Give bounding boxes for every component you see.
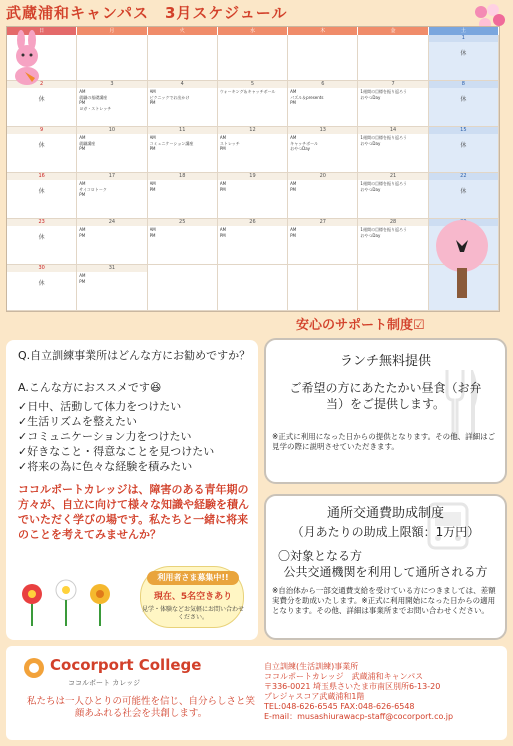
day-number: 30 xyxy=(7,265,76,272)
schedule-entry: PM xyxy=(79,100,86,105)
day-number: 25 xyxy=(148,219,217,226)
list-item: ✓コミュニケーション力をつけたい xyxy=(18,430,192,443)
schedule-calendar xyxy=(6,26,500,312)
recruit-badge xyxy=(140,566,244,628)
schedule-entry: AM xyxy=(79,273,86,278)
list-item: ✓生活リズムを整えたい xyxy=(18,415,137,428)
schedule-entry: PM xyxy=(219,146,226,151)
calendar-day-cell xyxy=(148,219,218,265)
schedule-entry: 1週間の目標を振り返ろう xyxy=(360,181,407,186)
lunch-title: ランチ無料提供 xyxy=(339,354,431,369)
calendar-day-cell xyxy=(358,265,428,311)
schedule-entry: AM xyxy=(290,89,297,94)
calendar-day-cell xyxy=(218,35,288,81)
calendar-day-cell xyxy=(429,81,499,127)
day-number: 3 xyxy=(77,81,146,88)
slogan: 私たちは一人ひとりの可能性を信じ、自分らしさと笑顔あふれる社会を共創します。 xyxy=(26,696,255,719)
schedule-entry: AM xyxy=(149,89,156,94)
support-section-title: 安心のサポート制度☑ xyxy=(296,318,425,333)
transit-subtitle: （月あたりの助成上限額：1万円） xyxy=(291,525,480,539)
schedule-entry: サイコロトーク xyxy=(79,186,107,192)
calendar-day-cell xyxy=(77,173,147,219)
closed-label: 休 xyxy=(38,280,45,287)
day-number: 17 xyxy=(77,173,146,180)
day-number: 27 xyxy=(288,219,357,226)
schedule-entry: ウォーキング＆キャッチボール xyxy=(219,89,276,94)
day-number: 11 xyxy=(148,127,217,134)
schedule-entry: AM xyxy=(149,135,156,140)
list-item: ✓好きなこと・得意なことを見つけたい xyxy=(18,445,215,458)
schedule-entry: パズル＆presents xyxy=(290,94,324,100)
day-number: 12 xyxy=(218,127,287,134)
day-number: 18 xyxy=(148,173,217,180)
calendar-day-cell xyxy=(7,173,77,219)
calendar-day-cell xyxy=(7,127,77,173)
flowers-icon xyxy=(18,576,118,632)
calendar-day-cell xyxy=(77,35,147,81)
calendar-day-cell xyxy=(358,219,428,265)
schedule-entry: AM xyxy=(149,181,156,186)
transit-panel xyxy=(264,494,507,640)
day-number: 26 xyxy=(218,219,287,226)
page-title: 武蔵浦和キャンパス 3月スケジュール xyxy=(6,4,288,22)
weekday-header: 日 xyxy=(7,27,77,35)
day-number: 1 xyxy=(429,35,498,42)
contact-line: 自立訓練(生活訓練)事業所 xyxy=(264,662,359,671)
calendar-day-cell xyxy=(7,265,77,311)
closed-label: 休 xyxy=(460,96,467,103)
schedule-entry: PM xyxy=(149,186,156,192)
footer xyxy=(6,646,507,740)
contact-line: 〒336-0021 埼玉県さいたま市南区別所6-13-20 xyxy=(264,682,441,691)
schedule-entry: PM xyxy=(149,100,156,105)
list-item: ✓将来の為に色々な経験を積みたい xyxy=(18,460,193,473)
closed-label: 休 xyxy=(38,96,45,103)
day-number: 19 xyxy=(218,173,287,180)
schedule-entry: AM xyxy=(290,227,297,232)
schedule-entry: コミュニケーション講座 xyxy=(149,140,194,146)
schedule-entry: ヨガ・ストレッチ xyxy=(79,105,112,111)
calendar-day-cell xyxy=(429,35,499,81)
schedule-entry: AM xyxy=(219,181,227,186)
calendar-day-cell xyxy=(288,127,358,173)
day-number: 16 xyxy=(7,173,76,180)
schedule-entry: AM xyxy=(79,181,86,186)
schedule-entry: 1週間の目標を振り返ろう xyxy=(360,135,407,140)
transit-title: 通所交通費助成制度 xyxy=(326,506,444,521)
schedule-entry: PM xyxy=(79,278,86,284)
calendar-day-cell xyxy=(288,173,358,219)
recruit-banner: 利用者さま募集中!! xyxy=(157,573,229,582)
day-number: 20 xyxy=(288,173,357,180)
contact-line: プレジャスコア武蔵浦和1階 xyxy=(264,692,365,701)
transit-target: 公共交通機関を利用して通所される方 xyxy=(283,565,488,579)
calendar-day-cell xyxy=(218,127,288,173)
list-item: ✓日中、活動して体力をつけたい xyxy=(18,400,182,413)
day-number: 10 xyxy=(77,127,146,134)
calendar-day-cell xyxy=(218,173,288,219)
calendar-day-cell xyxy=(77,265,147,311)
closed-label: 休 xyxy=(460,188,467,195)
calendar-day-cell xyxy=(429,127,499,173)
schedule-entry: AM xyxy=(79,135,86,140)
calendar-day-cell xyxy=(288,81,358,127)
closed-label: 休 xyxy=(38,234,45,241)
recruit-note: 見学・体験などお気軽にお問い合わせください。 xyxy=(141,606,244,621)
calendar-day-cell xyxy=(358,81,428,127)
schedule-entry: AM xyxy=(79,227,86,232)
closed-label: 休 xyxy=(460,142,467,149)
weekday-header: 水 xyxy=(218,27,288,35)
day-number: 22 xyxy=(429,173,498,180)
lunch-panel xyxy=(264,338,507,484)
bunny-icon xyxy=(8,30,46,86)
calendar-day-cell xyxy=(358,35,428,81)
tree-icon xyxy=(434,216,490,302)
weekday-header: 金 xyxy=(358,27,428,35)
day-number: 15 xyxy=(429,127,498,134)
schedule-entry: PM xyxy=(149,146,156,151)
schedule-entry: おやつDay xyxy=(360,140,381,146)
calendar-day-cell xyxy=(148,35,218,81)
schedule-entry: 1週間の目標を振り返ろう xyxy=(360,89,407,94)
schedule-entry: PM xyxy=(79,232,86,238)
schedule-entry: PM xyxy=(290,186,297,192)
closed-label: 休 xyxy=(460,50,467,57)
schedule-entry: AM xyxy=(219,227,227,232)
calendar-day-cell xyxy=(148,127,218,173)
schedule-entry: AM xyxy=(79,89,86,94)
college-message: ココルポートカレッジは、障害のある青年期の方々が、自立に向けて様々な知識や経験を積んでいただく学びの場です。私たちと一緒に将来のことを考えてみませんか？ xyxy=(18,483,249,541)
lunch-note: ※正式に利用になった日からの提供となります。その他、詳細はご見学の際に説明させていただきます。 xyxy=(272,432,496,451)
schedule-entry: AM xyxy=(219,135,227,140)
qa-question: Q.自立訓練事業所はどんな方にお勧めですか？ xyxy=(18,349,251,362)
transit-target-label: 〇対象となる方 xyxy=(278,549,363,563)
day-number: 8 xyxy=(429,81,498,88)
day-number: 31 xyxy=(77,265,146,272)
schedule-entry: おやつDay xyxy=(360,186,381,192)
calendar-day-cell xyxy=(358,127,428,173)
day-number: 7 xyxy=(358,81,427,88)
calendar-day-cell xyxy=(358,173,428,219)
day-number: 14 xyxy=(358,127,427,134)
calendar-day-cell xyxy=(148,265,218,311)
day-number: 24 xyxy=(77,219,146,226)
schedule-entry: ストレッチ xyxy=(219,140,240,146)
schedule-entry: AM xyxy=(290,181,297,186)
schedule-entry: AM xyxy=(290,135,297,140)
logo: Cocorport College xyxy=(50,656,202,674)
weekday-header: 土 xyxy=(429,27,499,35)
schedule-entry: 1週間の目標を振り返ろう xyxy=(360,227,407,232)
calendar-day-cell xyxy=(218,265,288,311)
schedule-entry: PM xyxy=(79,192,86,197)
calendar-day-cell xyxy=(218,81,288,127)
day-number: 13 xyxy=(288,127,357,134)
weekday-header: 木 xyxy=(288,27,358,35)
calendar-day-cell xyxy=(218,219,288,265)
logo-subtitle: ココルポート カレッジ xyxy=(68,679,141,687)
contact-line: TEL:048-626-6545 FAX:048-626-6548 xyxy=(264,702,415,711)
schedule-entry: PM xyxy=(79,146,86,151)
schedule-entry: AM xyxy=(149,227,156,232)
day-number: 4 xyxy=(148,81,217,88)
schedule-entry: キャッチボール xyxy=(290,140,319,146)
calendar-day-cell xyxy=(148,81,218,127)
calendar-day-cell xyxy=(77,81,147,127)
schedule-entry: おやつDay xyxy=(290,146,311,151)
day-number: 28 xyxy=(358,219,427,226)
calendar-day-cell xyxy=(77,219,147,265)
qa-panel xyxy=(6,340,258,640)
transit-note: ※自治体から一部交通費支給を受けている方につきましては、差額実費分を助成いたします。※正式に利用開始になった日からの適用となります。その他、詳細は事業所までお問い合わせください。 xyxy=(272,586,496,615)
schedule-entry: ピクニックでお出かけ xyxy=(149,94,190,100)
calendar-day-cell xyxy=(429,173,499,219)
schedule-entry: PM xyxy=(219,186,226,192)
schedule-entry: PM xyxy=(219,232,226,238)
day-number: 21 xyxy=(358,173,427,180)
closed-label: 休 xyxy=(38,142,45,149)
calendar-day-cell xyxy=(288,265,358,311)
schedule-entry: おやつDay xyxy=(360,232,381,238)
contact-info xyxy=(264,662,504,722)
recommend-list xyxy=(18,399,214,474)
day-number: 9 xyxy=(7,127,76,134)
lunch-body: ご希望の方にあたたかい昼食（お弁当）をご提供します。 xyxy=(289,381,482,411)
day-number: 6 xyxy=(288,81,357,88)
schedule-entry: PM xyxy=(290,100,297,105)
day-number: 2 xyxy=(7,81,76,88)
day-number: 5 xyxy=(218,81,287,88)
calendar-day-cell xyxy=(77,127,147,173)
day-number: 23 xyxy=(7,219,76,226)
weekday-header: 月 xyxy=(77,27,147,35)
contact-line: E-mail：musashiurawacp-staff@cocorport.co.jp xyxy=(264,712,454,721)
recruit-status: 現在、5名空きあり xyxy=(153,592,233,602)
contact-line: ココルポートカレッジ 武蔵浦和キャンパス xyxy=(264,672,424,681)
schedule-entry: おやつDay xyxy=(360,94,381,100)
calendar-day-cell xyxy=(288,35,358,81)
logo-mark-icon xyxy=(22,656,46,680)
closed-label: 休 xyxy=(38,188,45,195)
schedule-entry: 就職の基礎講座 xyxy=(79,94,108,100)
calendar-day-cell xyxy=(148,173,218,219)
calendar-day-cell xyxy=(7,81,77,127)
weekday-header: 火 xyxy=(148,27,218,35)
qa-answer: A.こんな方におススメです😆 xyxy=(18,381,162,394)
calendar-day-cell xyxy=(7,219,77,265)
schedule-entry: 就職講座 xyxy=(79,140,96,146)
schedule-entry: PM xyxy=(290,232,297,238)
schedule-entry: PM xyxy=(149,232,156,238)
calendar-day-cell xyxy=(288,219,358,265)
